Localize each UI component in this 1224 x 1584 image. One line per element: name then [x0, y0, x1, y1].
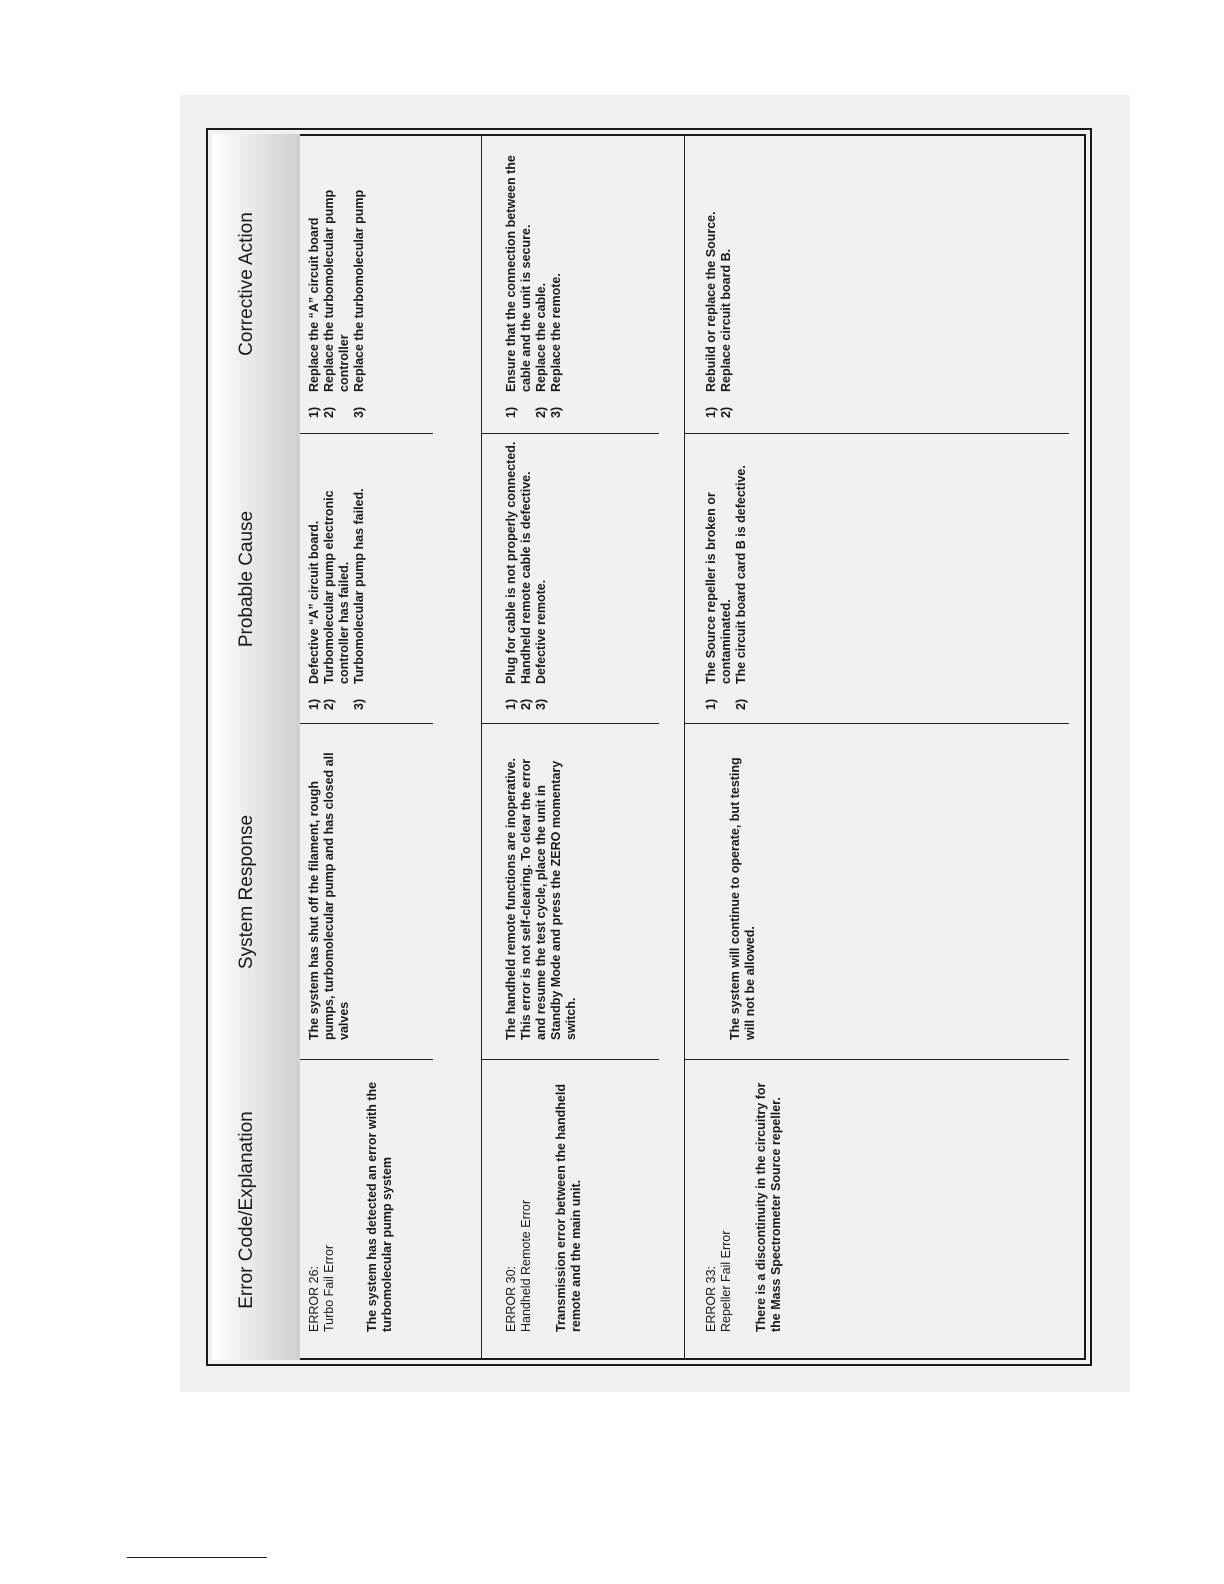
column-separator [300, 723, 433, 724]
column-separator [300, 1059, 433, 1060]
table-header-row [212, 134, 300, 1360]
column-separator [300, 433, 433, 434]
header-corrective-action: Corrective Action [236, 212, 257, 356]
cell-error-26-response: The system has shut off the filament, rough pumps, turbomolecular pump and has closed all valves [307, 752, 351, 1040]
column-separator [684, 1059, 1069, 1060]
row-separator [684, 134, 685, 1360]
cause-item: 1) The Source repeller is broken or contaminated. [704, 492, 733, 710]
cell-error-30-explanation [504, 1067, 598, 1332]
cause-item: 3) Turbomolecular pump has failed. [352, 488, 366, 710]
cell-error-26-causes [307, 440, 367, 710]
error-explanation: Transmission error between the handheld remote and the main unit. [554, 1084, 583, 1332]
footnote-rule [127, 1557, 267, 1558]
error-name: Repeller Fail Error [719, 1230, 733, 1332]
error-name: Handheld Remote Error [519, 1199, 533, 1332]
action-item: 1) Replace the “A” circuit board [307, 217, 321, 418]
column-separator [481, 433, 659, 434]
action-item: 1) Rebuild or replace the Source. [704, 211, 718, 418]
header-probable-cause: Probable Cause [236, 510, 257, 648]
error-code-table [212, 134, 1086, 1360]
error-explanation: There is a discontinuity in the circuitry for the Mass Spectrometer Source repeller. [754, 1082, 783, 1332]
cell-error-30-causes [504, 440, 549, 710]
cell-error-33-response: The system will continue to operate, but testing will not be allowed. [728, 757, 757, 1040]
action-item: 2) Replace circuit board B. [719, 248, 733, 418]
cell-error-26-actions [307, 148, 367, 418]
action-item: 1) Ensure that the connection between the cable and the unit is secure. [504, 155, 533, 418]
cause-item: 2) The circuit board card B is defective. [734, 465, 748, 710]
cell-error-33-actions [704, 148, 734, 418]
cause-item: 2) Handheld remote cable is defective. [519, 471, 533, 710]
action-item: 3) Replace the remote. [549, 273, 563, 418]
column-separator [684, 433, 1069, 434]
cause-item: 1) Defective “A” circuit board. [307, 520, 321, 710]
error-name: Turbo Fail Error [322, 1244, 336, 1332]
column-separator [481, 723, 659, 724]
action-item: 3) Replace the turbomolecular pump [352, 189, 366, 418]
column-separator [481, 1059, 659, 1060]
cell-error-33-causes [704, 440, 749, 710]
error-code: ERROR 26: [307, 1266, 321, 1332]
cause-item: 1) Plug for cable is not properly connected. [504, 441, 518, 710]
error-code: ERROR 30: [504, 1266, 518, 1332]
column-separator [684, 723, 1069, 724]
header-error-code: Error Code/Explanation [236, 1111, 257, 1309]
cause-item: 2) Turbomolecular pump electronic controller has failed. [322, 490, 351, 710]
cell-error-30-response: The handheld remote functions are inoperative. This error is not self-clearing. To clear the error and resume the test cycle, place the unit in Standby Mode and press the ZERO momentary switch. [504, 758, 578, 1040]
cell-error-33-explanation [704, 1067, 798, 1332]
cell-error-30-actions [504, 143, 564, 418]
cause-item: 3) Defective remote. [534, 579, 548, 710]
action-item: 2) Replace the cable. [534, 282, 548, 418]
error-explanation: The system has detected an error with the turbomolecular pump system [365, 1081, 394, 1332]
row-separator [481, 134, 482, 1360]
header-system-response: System Response [236, 814, 257, 970]
cell-error-26-explanation [307, 1072, 409, 1332]
action-item: 2) Replace the turbomolecular pump controller [322, 189, 351, 418]
error-code: ERROR 33: [704, 1266, 718, 1332]
